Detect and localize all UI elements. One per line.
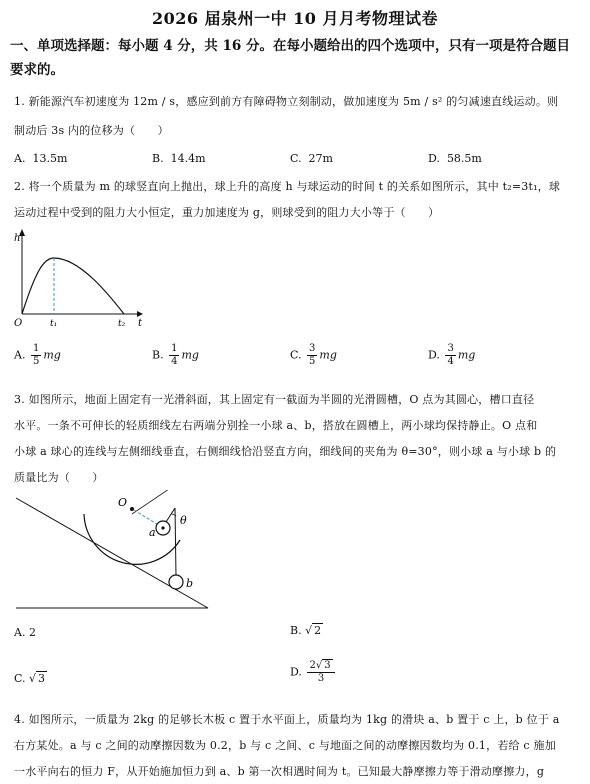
numerator: 3 [309, 343, 316, 354]
q4-stem-line3: 一水平向右的恒力 F，从开始施加恒力到 a、b 第一次相遇时间为 t。已知最大静摩擦力等于滑动摩擦力，g [14, 765, 545, 778]
ball-b [169, 575, 183, 589]
section-heading-line1: 一、单项选择题：每小题 4 分，共 16 分。在每小题给出的四个选项中，只有一项是符合题目 [10, 38, 570, 54]
q2-option-a[interactable] [14, 343, 61, 368]
numerator-coef: 2 [309, 660, 316, 671]
q3-option-a[interactable] [14, 626, 36, 639]
q2-option-c[interactable] [290, 343, 337, 368]
q4-stem-line1: 4. 如图所示，一质量为 2kg 的足够长木板 c 置于水平面上，质量均为 1kg 的滑块 a、b 置于 c 上，b 位于 a [14, 713, 560, 726]
option-label: B. [152, 152, 164, 165]
q3-stem-line2: 水平。一条不可伸长的轻质细线左右两端分别拴一小球 a、b，搭放在圆槽上，两小球均保持静止。O 点和 [14, 419, 538, 432]
ball-a-center [161, 526, 164, 529]
left-string [166, 508, 175, 522]
option-unit: mg [181, 348, 199, 362]
fraction [307, 660, 334, 685]
denominator: 5 [309, 356, 316, 367]
q1-option-a[interactable] [14, 152, 67, 165]
fraction [169, 343, 179, 368]
fraction [31, 343, 41, 368]
q4-stem-line2: 右方某处。a 与 c 之间的动摩擦因数为 0.2，b 与 c 之间、c 与地面之间的动摩擦因数均为 0.1，若给 c 施加 [14, 739, 556, 752]
option-label: A. [14, 348, 26, 362]
exam-title: 2026 届泉州一中 10 月月考物理试卷 [151, 9, 438, 28]
sqrt-expression: √ 2 [305, 624, 322, 637]
h-axis-label: h [14, 233, 21, 244]
label-o: O [118, 496, 128, 509]
t2-label: t₂ [118, 319, 126, 328]
q2-stem-line1: 2. 将一个质量为 m 的球竖直向上抛出，球上升的高度 h 与球运动的时间 t 的关系如图所示，其中 t₂=3t₁，球 [14, 180, 561, 193]
option-label: A. [14, 152, 26, 165]
groove-rim [132, 490, 172, 514]
center-point-o [130, 507, 134, 511]
option-text: 27m [308, 152, 333, 165]
sqrt-expression: √ 3 [315, 660, 331, 671]
sqrt-expression: √ 3 [29, 672, 46, 685]
option-label: D. [428, 152, 440, 165]
numerator [307, 660, 334, 673]
fraction [307, 343, 317, 368]
option-text: 2 [28, 626, 36, 639]
radicand: 3 [38, 672, 46, 685]
q2-stem-line2: 运动过程中受到的阻力大小恒定，重力加速度为 g，则球受到的阻力大小等于（ ） [14, 206, 440, 219]
q3-option-c[interactable] [14, 672, 47, 685]
t-axis-label: t [138, 318, 143, 328]
option-label: B. [152, 348, 164, 362]
q2-option-d[interactable] [428, 343, 475, 368]
q1-stem-line2: 制动后 3s 内的位移为（ ） [14, 124, 169, 137]
q3-option-d[interactable] [290, 660, 337, 685]
q1-option-d[interactable] [428, 152, 482, 165]
q3-incline-groove-figure [12, 490, 217, 612]
option-unit: mg [43, 348, 61, 362]
option-label: D. [290, 665, 302, 679]
label-theta: θ [180, 514, 187, 527]
option-label: D. [428, 348, 440, 362]
option-label: C. [290, 152, 302, 165]
option-unit: mg [457, 348, 476, 362]
numerator: 1 [32, 343, 40, 354]
option-text: 14.4m [170, 152, 206, 165]
option-label: C. [14, 672, 26, 685]
q3-option-b[interactable] [290, 624, 323, 637]
denominator: 3 [317, 673, 325, 684]
o-to-a-dashed-line [134, 510, 160, 526]
right-string [175, 508, 176, 576]
radicand: 3 [324, 660, 331, 671]
denominator: 4 [171, 356, 178, 367]
height-curve [22, 258, 124, 314]
t-axis-arrow-icon [137, 311, 143, 317]
option-label: A. [14, 626, 26, 639]
numerator: 3 [447, 343, 454, 354]
denominator: 4 [447, 356, 454, 367]
q2-option-b[interactable] [152, 343, 199, 368]
option-text: 58.5m [446, 152, 482, 165]
t1-label: t₁ [50, 319, 58, 328]
q2-height-time-graph [12, 228, 147, 328]
q3-stem-line1: 3. 如图所示，地面上固定有一光滑斜面，其上固定有一截面为半圆的光滑圆槽，O 点为其圆心，槽口直径 [14, 393, 535, 406]
q1-option-b[interactable] [152, 152, 206, 165]
denominator: 5 [32, 356, 40, 367]
q1-stem-line1: 1. 新能源汽车初速度为 12m / s，感应到前方有障碍物立刻制动，做加速度为 5m / s² 的匀减速直线运动。则 [14, 95, 559, 108]
q1-option-c[interactable] [290, 152, 333, 165]
label-a: a [149, 526, 156, 539]
fraction [445, 343, 455, 368]
q3-stem-line3: 小球 a 球心的连线与左侧细线垂直，右侧细线恰沿竖直方向，细线间的夹角为 θ=30°，则小球 a 与小球 b 的 [14, 445, 557, 458]
option-label: C. [290, 348, 302, 362]
numerator: 1 [171, 343, 178, 354]
radicand: 2 [314, 624, 322, 637]
q3-stem-line4: 质量比为（ ） [14, 471, 104, 484]
label-b: b [186, 577, 194, 590]
option-text: 13.5m [32, 152, 68, 165]
section-heading-line2: 要求的。 [10, 62, 64, 78]
option-label: B. [290, 624, 302, 637]
option-unit: mg [319, 348, 337, 362]
origin-label: O [14, 318, 23, 328]
